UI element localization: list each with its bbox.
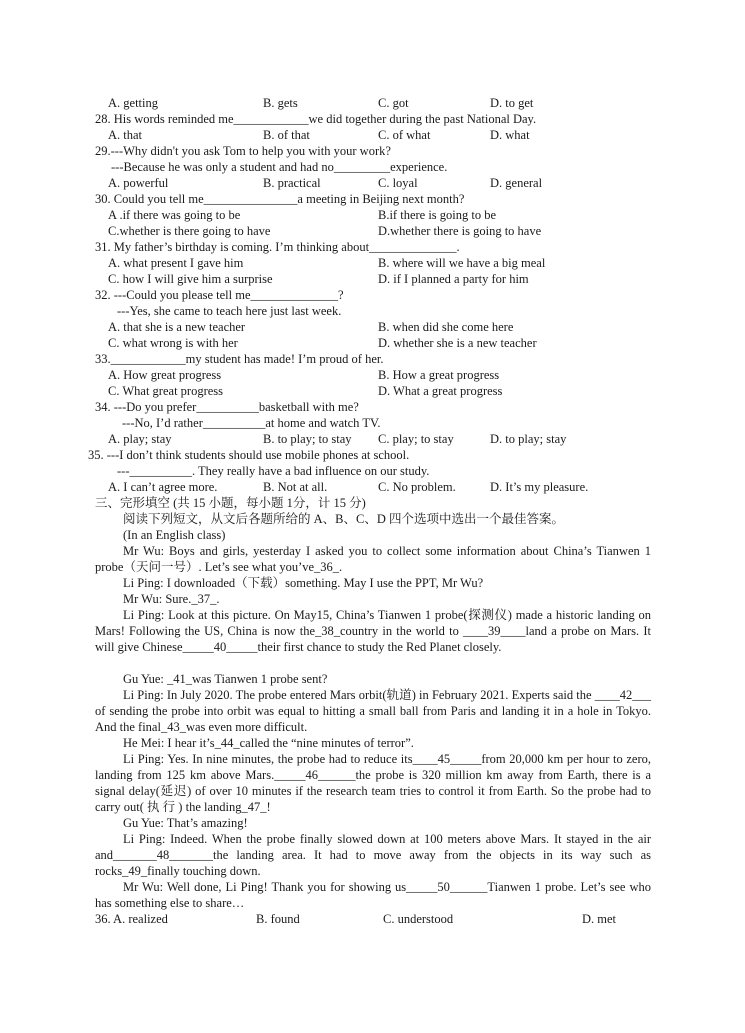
q32-option-b: B. when did she come here	[378, 320, 514, 334]
q31-stem-text: 31. My father’s birthday is coming. I’m thinking about______________.	[95, 240, 460, 254]
passage-text: Gu Yue: _41_was Tianwen 1 probe sent?	[123, 672, 328, 686]
passage-text: Li Ping: I downloaded（下载）something. May I use the PPT, Mr Wu?	[123, 576, 484, 590]
passage-text: Gu Yue: That’s amazing!	[123, 816, 248, 830]
q36-option-b: B. found	[256, 912, 300, 926]
passage-paragraph	[95, 735, 651, 751]
q30-option-a: A .if there was going to be	[108, 208, 241, 222]
q35-option-a: A. I can’t agree more.	[108, 480, 218, 494]
q32-option-c: C. what wrong is with her	[108, 336, 238, 350]
passage-text: Mr Wu: Boys and girls, yesterday I asked you to collect some information about China’s Tianwen 1 probe（天问一号）. Let’s see what you’ve_36_.	[95, 544, 651, 574]
q35-option-c: C. No problem.	[378, 480, 456, 494]
q28-option-d: D. what	[490, 128, 530, 142]
q35-reply-text: ---__________. They really have a bad influence on our study.	[117, 464, 430, 478]
q30-option-d: D.whether there is going to have	[378, 224, 542, 238]
passage-paragraph	[95, 543, 651, 575]
q30-option-c: C.whether is there going to have	[108, 224, 271, 238]
q30-option-b: B.if there is going to be	[378, 208, 497, 222]
q29-option-d: D. general	[490, 176, 543, 190]
q29-option-c: C. loyal	[378, 176, 418, 190]
q29-option-a: A. powerful	[108, 176, 169, 190]
section-title-text: 三、完形填空 (共 15 小题，每小题 1分，计 15 分)	[95, 496, 366, 510]
q36-option-d: D. met	[582, 912, 617, 926]
q29-stem-text: 29.---Why didn't you ask Tom to help you with your work?	[95, 144, 391, 158]
section-instruction-text: 阅读下列短文，从文后各题所给的 A、B、C、D 四个选项中选出一个最佳答案。	[123, 512, 564, 526]
q31-option-d: D. if I planned a party for him	[378, 272, 529, 286]
q28-option-c: C. of what	[378, 128, 431, 142]
q31-option-a: A. what present I gave him	[108, 256, 244, 270]
q32-option-a: A. that she is a new teacher	[108, 320, 246, 334]
q32-stem-text: 32. ---Could you please tell me______________?	[95, 288, 344, 302]
q34-option-a: A. play; stay	[108, 432, 172, 446]
q34-option-d: D. to play; stay	[490, 432, 567, 446]
passage-paragraph	[95, 751, 651, 815]
q34-reply-text: ---No, I’d rather__________at home and watch TV.	[122, 416, 381, 430]
q34-option-c: C. play; to stay	[378, 432, 454, 446]
q33-stem-text: 33.____________my student has made! I’m proud of her.	[95, 352, 384, 366]
q36-option-c: C. understood	[383, 912, 454, 926]
passage-paragraph	[95, 831, 651, 879]
passage-text: Li Ping: Look at this picture. On May15, China’s Tianwen 1 probe(探测仪) made a historic landing on Mars! Following the US, China is now the_38_country in the world to ____39____land a probe on Mars. It will give Chinese_____40_____their first chance to study the Red Planet closely.	[95, 608, 651, 654]
q31-option-c: C. how I will give him a surprise	[108, 272, 273, 286]
passage-text: Mr Wu: Sure._37_.	[123, 592, 220, 606]
q35-option-d: D. It’s my pleasure.	[490, 480, 589, 494]
q36-option-a: 36. A. realized	[95, 912, 168, 926]
q34-stem-text: 34. ---Do you prefer__________basketball with me?	[95, 400, 359, 414]
q33-option-a: A. How great progress	[108, 368, 222, 382]
passage-context-text: (In an English class)	[123, 528, 226, 542]
passage-text: Li Ping: Indeed. When the probe finally slowed down at 100 meters above Mars. It stayed in the air and_______48_______the landing area. It had to move away from the objects in its way such as rocks_49_finally touching down.	[95, 832, 651, 878]
q28-option-a: A. that	[108, 128, 143, 142]
passage-paragraph	[95, 607, 651, 655]
q33-option-b: B. How a great progress	[378, 368, 500, 382]
q27-option-c: C. got	[378, 96, 409, 110]
q30-stem-text: 30. Could you tell me_______________a meeting in Beijing next month?	[95, 192, 465, 206]
q32-option-d: D. whether she is a new teacher	[378, 336, 537, 350]
q27-option-a: A. getting	[108, 96, 158, 110]
q33-option-d: D. What a great progress	[378, 384, 503, 398]
passage-text: Mr Wu: Well done, Li Ping! Thank you for showing us_____50______Tianwen 1 probe. Let’s see who has something else to share…	[95, 880, 651, 910]
passage-paragraph	[95, 815, 651, 831]
passage-text: Li Ping: In July 2020. The probe entered Mars orbit(轨道) in February 2021. Experts said the ____42___ of sending the probe into orbit was equal to hitting a small ball from Paris and landing it in a hole in Tokyo. And the final_43_was even more difficult.	[95, 688, 651, 734]
passage-paragraph	[95, 575, 651, 591]
q27-option-b: B. gets	[263, 96, 298, 110]
passage-paragraph	[95, 687, 651, 735]
q28-option-b: B. of that	[263, 128, 310, 142]
passage-text: He Mei: I hear it’s_44_called the “nine minutes of terror”.	[123, 736, 414, 750]
q33-option-c: C. What great progress	[108, 384, 224, 398]
q29-option-b: B. practical	[263, 176, 321, 190]
q29-reply-text: ---Because he was only a student and had no_________experience.	[111, 160, 448, 174]
q35-stem-text: 35. ---I don’t think students should use mobile phones at school.	[88, 448, 410, 462]
q31-option-b: B. where will we have a big meal	[378, 256, 546, 270]
q34-option-b: B. to play; to stay	[263, 432, 352, 446]
passage-paragraph	[95, 671, 651, 687]
passage-text: Li Ping: Yes. In nine minutes, the probe had to reduce its____45_____from 20,000 km per hour to zero, landing from 125 km above Mars._____46______the probe is 320 million km away from Earth, there is a signal delay(延迟) of over 10 minutes if the research team tries to control it from Earth. So the probe had to carry out( 执 行 ) the landing_47_!	[95, 752, 651, 814]
q35-option-b: B. Not at all.	[263, 480, 328, 494]
q28-stem-text: 28. His words reminded me____________we did together during the past National Day.	[95, 112, 537, 126]
passage-paragraph	[95, 879, 651, 911]
passage-paragraph	[95, 591, 651, 607]
q32-reply-text: ---Yes, she came to teach here just last week.	[117, 304, 342, 318]
q27-option-d: D. to get	[490, 96, 534, 110]
